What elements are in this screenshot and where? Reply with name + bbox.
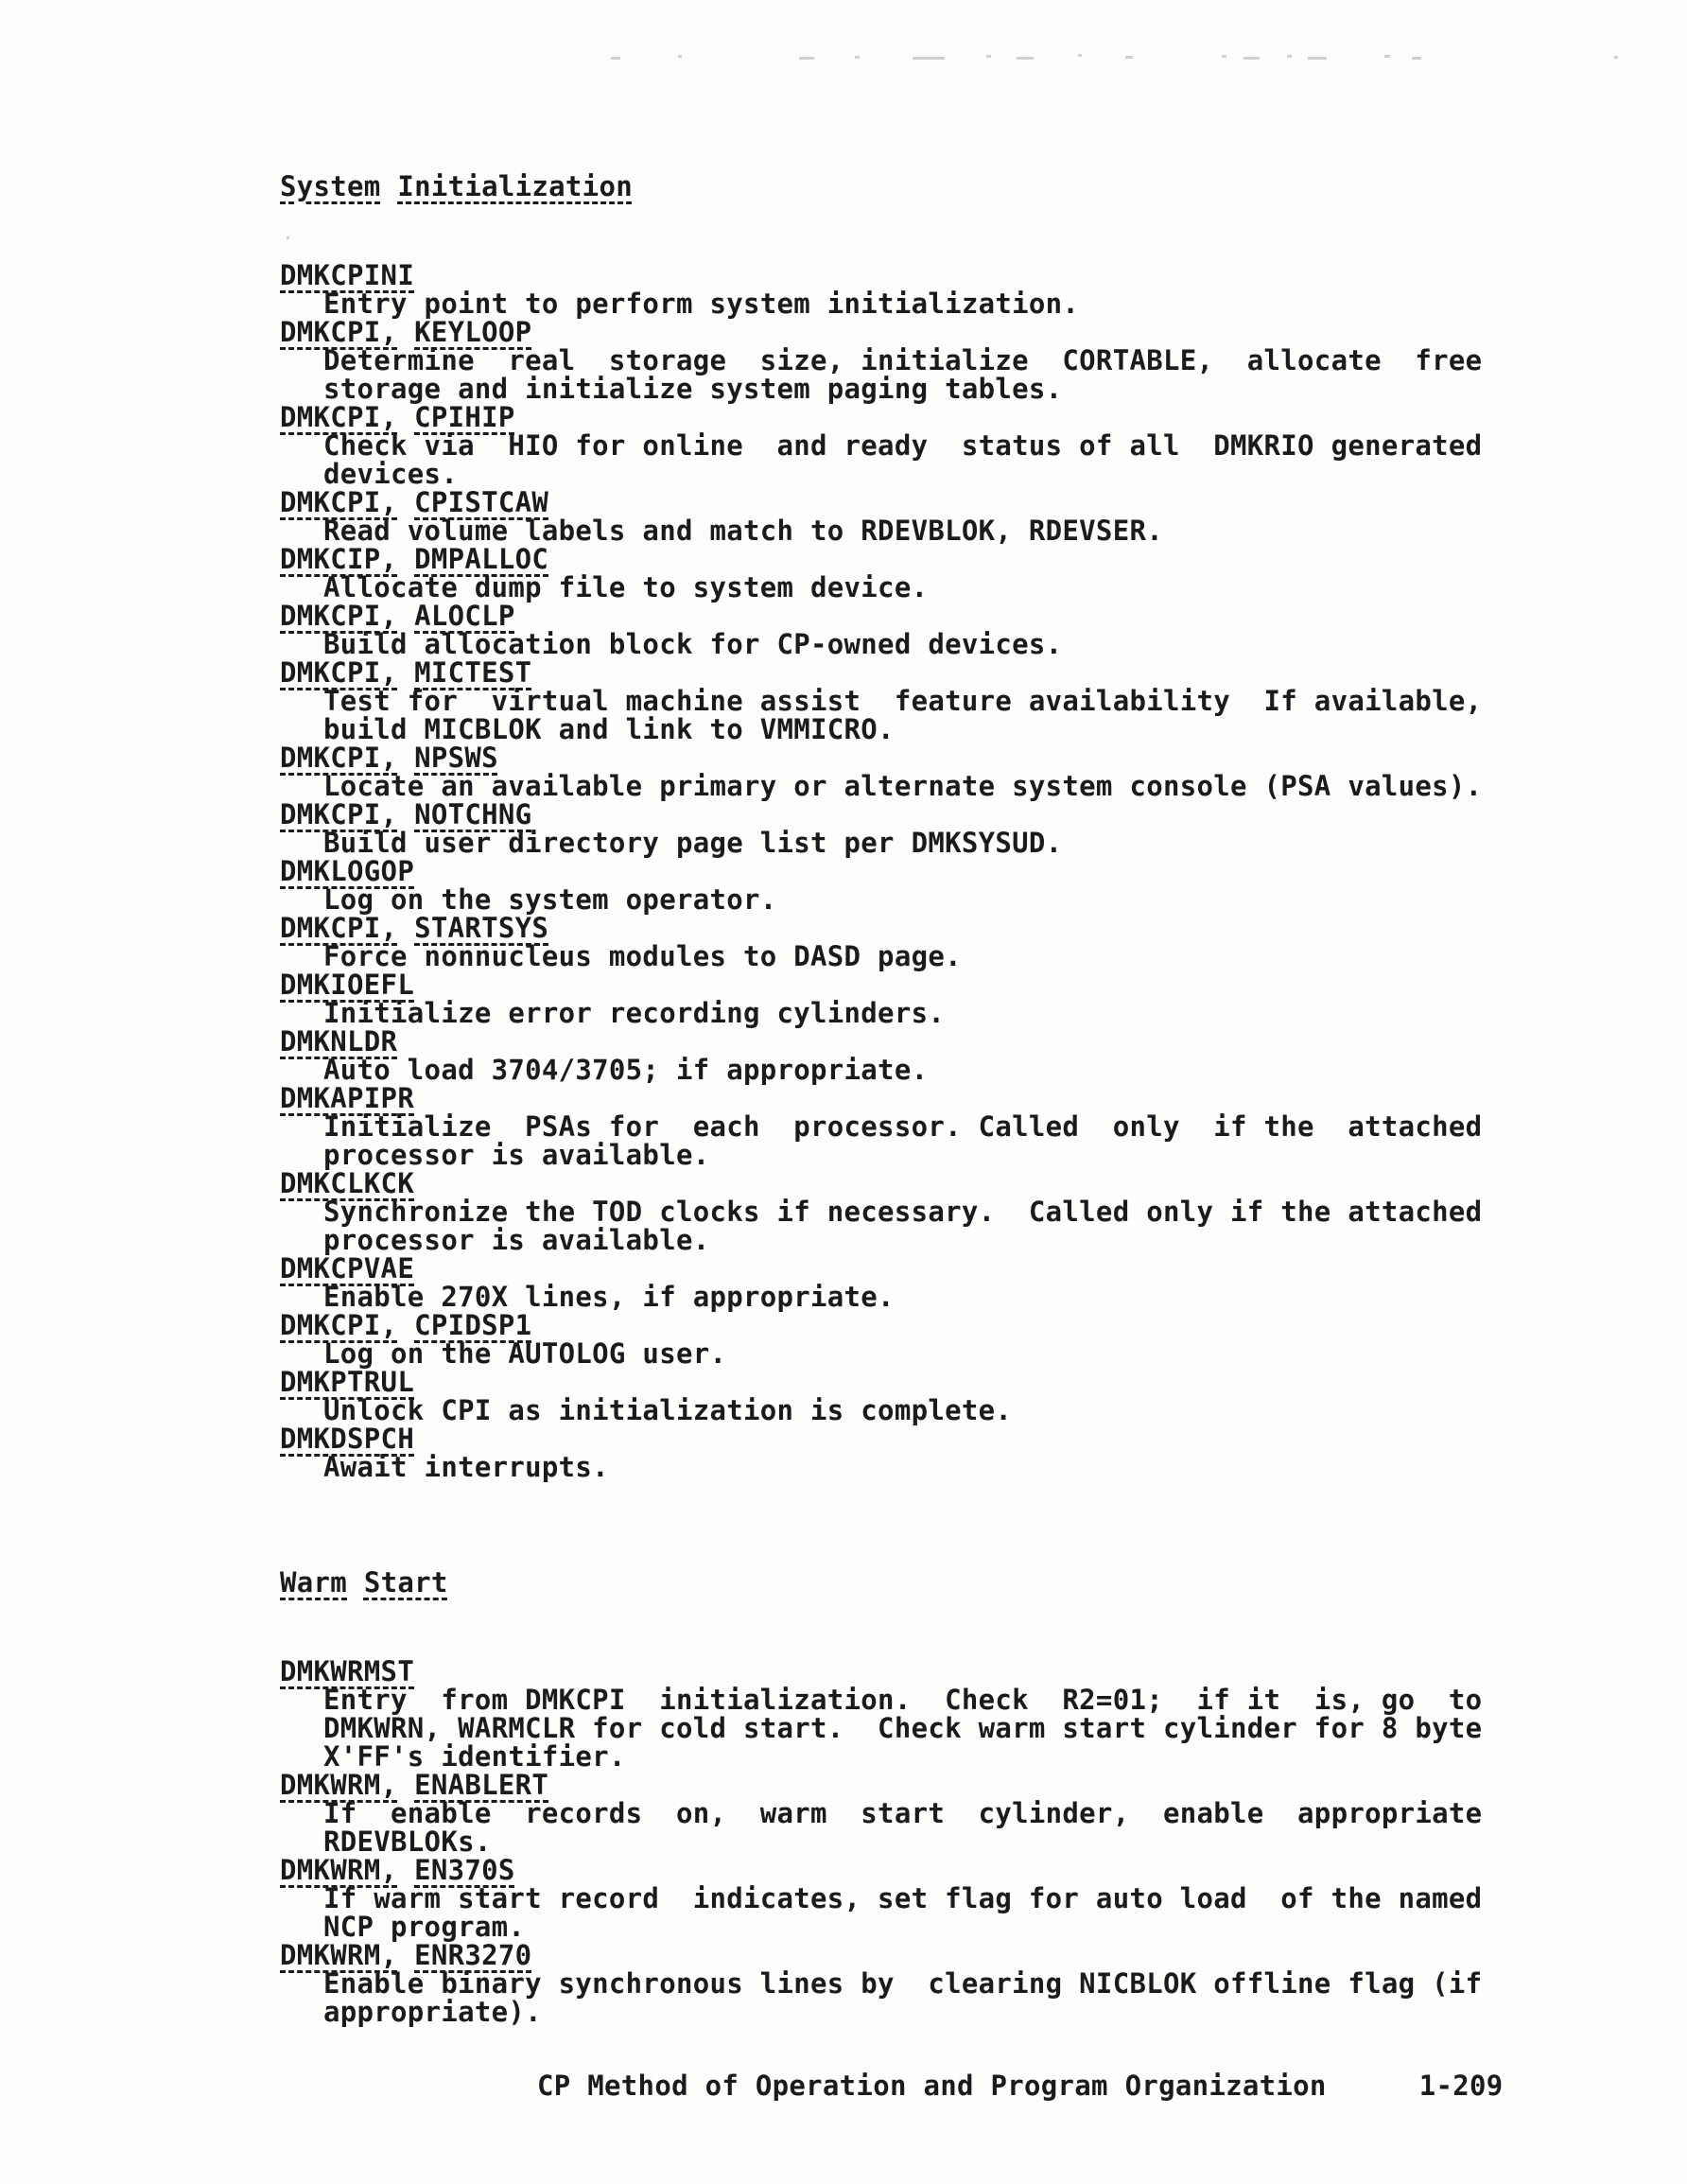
section-title — [280, 1568, 1528, 1597]
module-description-line: Auto load 3704/3705; if appropriate. — [323, 1054, 929, 1086]
underlined-word: DMKCPI, — [280, 656, 398, 689]
module-description-line: Log on the system operator. — [323, 883, 777, 916]
module-heading — [280, 658, 1528, 687]
module-heading — [280, 970, 1528, 999]
scan-speck — [913, 57, 945, 60]
module-description-line: Entry from DMKCPI initialization. Check R2=01; if it is, go to — [323, 1684, 1483, 1716]
underlined-word: ENR3270 — [414, 1939, 532, 1971]
scan-speck — [855, 56, 860, 59]
underlined-word: DMKCPI, — [280, 600, 398, 632]
section-title — [280, 172, 1528, 201]
underlined-word: MICTEST — [414, 656, 532, 689]
module-heading — [280, 1856, 1528, 1884]
scan-speck — [1125, 56, 1133, 59]
underlined-word: Initialization — [397, 170, 633, 202]
underlined-word: DMKCPVAE — [280, 1252, 415, 1284]
underlined-word: STARTSYS — [414, 912, 549, 944]
underlined-word: DMKCPI, — [280, 742, 398, 774]
underlined-word: DMKCPI, — [280, 486, 398, 518]
module-description-line: Enable 270X lines, if appropriate. — [323, 1281, 895, 1313]
underlined-word: DMKNLDR — [280, 1025, 398, 1057]
scan-speck — [1222, 55, 1226, 58]
scan-speck — [1614, 56, 1618, 59]
module-description-line: Determine real storage size, initialize CORTABLE, allocate free — [323, 344, 1483, 376]
module-heading — [280, 318, 1528, 346]
module-description-line: appropriate). — [323, 1996, 542, 2028]
underlined-word: Start — [363, 1566, 448, 1599]
module-description-line: Check via HIO for online and ready status of all DMKRIO generated — [323, 429, 1483, 462]
module-description-line: processor is available. — [323, 1224, 710, 1256]
underlined-word: DMKDSPCH — [280, 1423, 415, 1455]
module-description-line: Build user directory page list per DMKSYSUD. — [323, 827, 1063, 859]
module-heading — [280, 1027, 1528, 1056]
underlined-word: Warm — [280, 1566, 348, 1599]
scan-speck — [1078, 54, 1082, 57]
underlined-word: DMKCPI, — [280, 912, 398, 944]
module-description-line: Initialize PSAs for each processor. Called only if the attached — [323, 1110, 1483, 1143]
module-description-line: If enable records on, warm start cylinder, enable appropriate — [323, 1797, 1483, 1829]
underlined-word: ENABLERT — [414, 1769, 549, 1801]
module-description-line: Enable binary synchronous lines by clearing NICBLOK offline flag (if — [323, 1967, 1483, 2000]
underlined-word: DMKWRM, — [280, 1769, 398, 1801]
module-description-line: storage and initialize system paging tables. — [323, 373, 1063, 405]
module-description-line: build MICBLOK and link to VMMICRO. — [323, 713, 895, 745]
scan-speck — [1308, 57, 1327, 60]
section-system-initialization — [280, 172, 1528, 1481]
scan-speck — [611, 57, 620, 60]
module-description-line: Unlock CPI as initialization is complete. — [323, 1394, 1013, 1426]
underlined-word: CPIHIP — [414, 401, 515, 433]
module-description-line: Log on the AUTOLOG user. — [323, 1337, 727, 1370]
scan-speck — [986, 55, 991, 58]
module-heading — [280, 261, 1528, 289]
module-description-line: Await interrupts. — [323, 1451, 609, 1483]
underlined-word: DMKIOEFL — [280, 969, 415, 1001]
module-description-line: Force nonnucleus modules to DASD page. — [323, 940, 962, 972]
underlined-word: KEYLOOP — [414, 316, 532, 348]
module-heading — [280, 1368, 1528, 1396]
scan-speck — [1384, 55, 1390, 58]
module-heading — [280, 914, 1528, 942]
module-description-line: Entry point to perform system initialization. — [323, 288, 1080, 320]
module-heading — [280, 602, 1528, 630]
module-description-line: devices. — [323, 458, 459, 490]
module-heading — [280, 1424, 1528, 1453]
scan-speck — [1412, 57, 1421, 60]
underlined-word: NOTCHNG — [414, 798, 532, 830]
underlined-word: DMKWRMST — [280, 1655, 415, 1687]
module-description-line: Initialize error recording cylinders. — [323, 997, 946, 1029]
module-description-line: NCP program. — [323, 1911, 526, 1943]
module-heading — [280, 1771, 1528, 1799]
underlined-word: CPIDSP1 — [414, 1309, 532, 1341]
page-number: 1-209 — [1418, 2070, 1504, 2102]
underlined-word: EN370S — [414, 1854, 515, 1886]
module-description-line: Test for virtual machine assist feature availability If available, — [323, 685, 1483, 717]
underlined-word: DMKCPI, — [280, 798, 398, 830]
module-description-line: Read volume labels and match to RDEVBLOK, RDEVSER. — [323, 515, 1163, 547]
footer-title: CP Method of Operation and Program Organization — [537, 2070, 1327, 2102]
underlined-word: DMKCLKCK — [280, 1167, 415, 1199]
underlined-word: System — [280, 170, 381, 202]
scan-speck — [1287, 55, 1292, 58]
module-heading — [280, 743, 1528, 772]
module-heading — [280, 857, 1528, 885]
module-heading — [280, 1311, 1528, 1339]
underlined-word: DMKCPI, — [280, 316, 398, 348]
scan-speck — [1244, 57, 1260, 60]
module-heading — [280, 545, 1528, 573]
module-description-line: Build allocation block for CP-owned devices. — [323, 628, 1063, 660]
module-heading — [280, 1941, 1528, 1969]
module-description-line: Allocate dump file to system device. — [323, 571, 929, 603]
underlined-word: DMKCPI, — [280, 401, 398, 433]
module-heading — [280, 1169, 1528, 1197]
module-description-line: processor is available. — [323, 1139, 710, 1171]
underlined-word: DMKAPIPR — [280, 1082, 415, 1114]
underlined-word: DMKPTRUL — [280, 1366, 415, 1398]
underlined-word: DMKCPI, — [280, 1309, 398, 1341]
module-description-line: RDEVBLOKs. — [323, 1826, 492, 1858]
underlined-word: DMKWRM, — [280, 1939, 398, 1971]
underlined-word: NPSWS — [414, 742, 498, 774]
module-heading — [280, 1254, 1528, 1283]
section-warm-start — [280, 1568, 1528, 2026]
page-footer — [537, 2071, 1504, 2100]
underlined-word: CPISTCAW — [414, 486, 549, 518]
underlined-word: DMKWRM, — [280, 1854, 398, 1886]
module-heading — [280, 488, 1528, 516]
module-heading — [280, 403, 1528, 431]
scan-speck — [678, 55, 682, 58]
underlined-word: DMPALLOC — [414, 543, 549, 575]
module-description-line: Synchronize the TOD clocks if necessary. Called only if the attached — [323, 1196, 1483, 1228]
underlined-word: DMKLOGOP — [280, 855, 415, 887]
scan-speck — [1017, 57, 1034, 60]
module-description-line: X'FF's identifier. — [323, 1740, 626, 1773]
module-heading — [280, 1084, 1528, 1112]
module-heading — [280, 1657, 1528, 1686]
module-description-line: DMKWRN, WARMCLR for cold start. Check warm start cylinder for 8 byte — [323, 1712, 1483, 1744]
module-heading — [280, 800, 1528, 829]
underlined-word: ALOCLP — [414, 600, 515, 632]
underlined-word: DMKCIP, — [280, 543, 398, 575]
module-description-line: Locate an available primary or alternate system console (PSA values). — [323, 770, 1483, 802]
underlined-word: DMKCPINI — [280, 259, 415, 291]
module-description-line: If warm start record indicates, set flag for auto load of the named — [323, 1882, 1483, 1914]
scan-speck — [799, 57, 814, 60]
